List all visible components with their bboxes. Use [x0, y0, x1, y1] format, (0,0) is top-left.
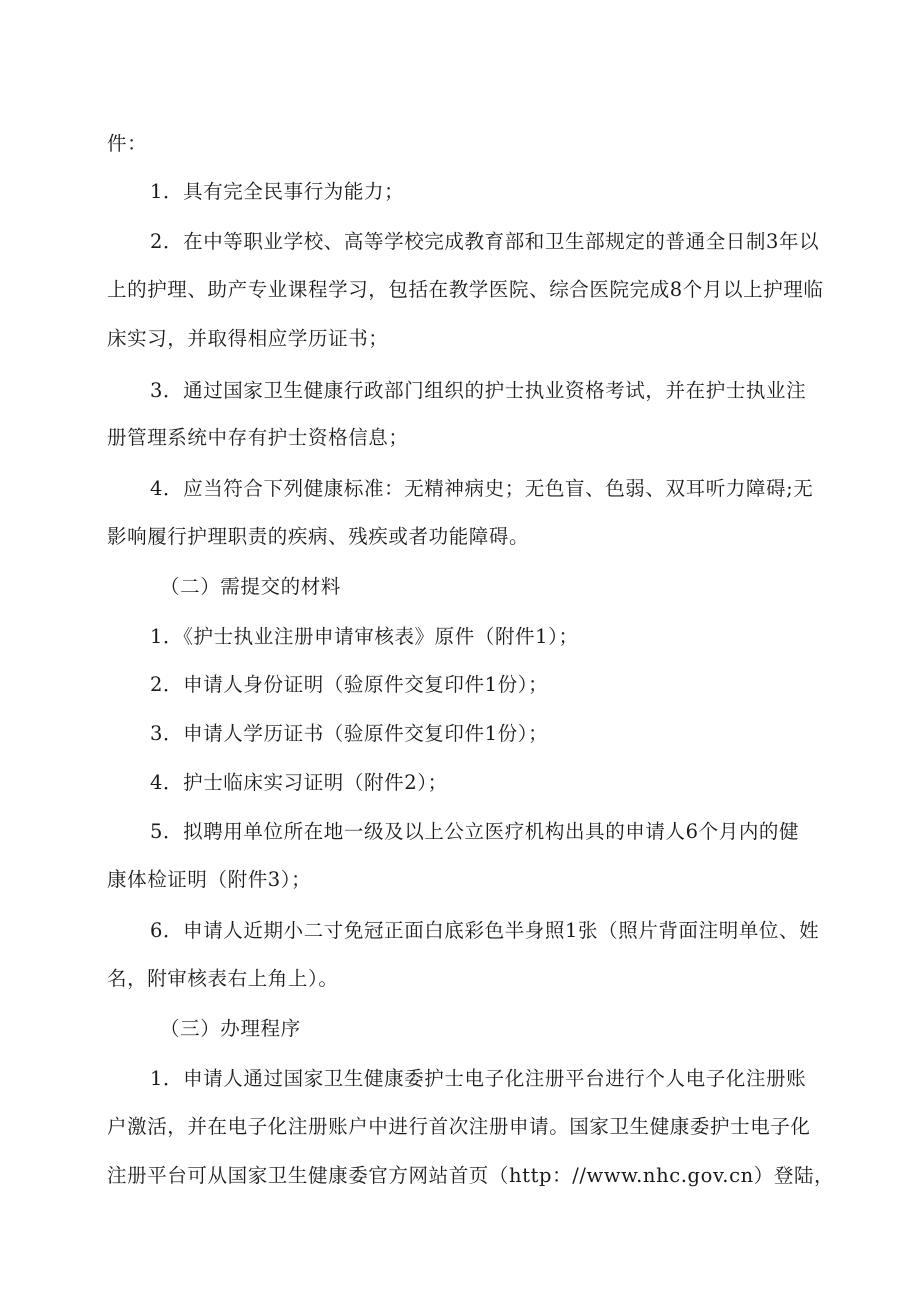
procedure-item-1-line-2: 户激活，并在电子化注册账户中进行首次注册申请。国家卫生健康委护士电子化	[107, 1115, 811, 1138]
material-item-3: 3．申请人学历证书（验原件交复印件1份）；	[150, 722, 549, 745]
material-item-4: 4．护士临床实习证明（附件2）；	[150, 771, 448, 794]
condition-item-1: 1．具有完全民事行为能力；	[150, 180, 405, 203]
procedure-item-1-line-3: 注册平台可从国家卫生健康委官方网站首页（http：//www.nhc.gov.cn）登陆，	[107, 1164, 835, 1187]
material-item-6-line-1: 6．申请人近期小二寸免冠正面白底彩色半身照1张（照片背面注明单位、姓	[150, 919, 820, 942]
material-item-5-line-1: 5．拟聘用单位所在地一级及以上公立医疗机构出具的申请人6个月内的健	[150, 820, 800, 843]
material-item-6-line-2: 名，附审核表右上角上）。	[107, 967, 339, 990]
procedure-item-1-line-1: 1．申请人通过国家卫生健康委护士电子化注册平台进行个人电子化注册账	[150, 1067, 807, 1090]
material-item-1: 1．《护士执业注册申请审核表》原件（附件1）；	[150, 625, 579, 648]
condition-item-3-line-1: 3．通过国家卫生健康行政部门组织的护士执业资格考试，并在护士执业注	[150, 379, 807, 402]
condition-item-2-line-3: 床实习，并取得相应学历证书；	[107, 327, 389, 350]
condition-item-4-line-2: 影响履行护理职责的疾病、残疾或者功能障碍。	[107, 525, 530, 548]
material-item-2: 2．申请人身份证明（验原件交复印件1份）；	[150, 673, 549, 696]
section-heading-materials: （二）需提交的材料	[160, 575, 341, 598]
text-line-continuation: 件：	[107, 132, 148, 155]
condition-item-2-line-2: 上的护理、助产专业课程学习，包括在教学医院、综合医院完成8个月以上护理临	[107, 278, 824, 301]
section-heading-procedure: （三）办理程序	[160, 1017, 301, 1040]
condition-item-4-line-1: 4．应当符合下列健康标准：无精神病史；无色盲、色弱、双耳听力障碍;无	[150, 477, 814, 500]
condition-item-3-line-2: 册管理系统中存有护士资格信息；	[107, 426, 409, 449]
condition-item-2-line-1: 2．在中等职业学校、高等学校完成教育部和卫生部规定的普通全日制3年以	[150, 230, 820, 253]
material-item-5-line-2: 康体检证明（附件3）；	[107, 868, 312, 891]
